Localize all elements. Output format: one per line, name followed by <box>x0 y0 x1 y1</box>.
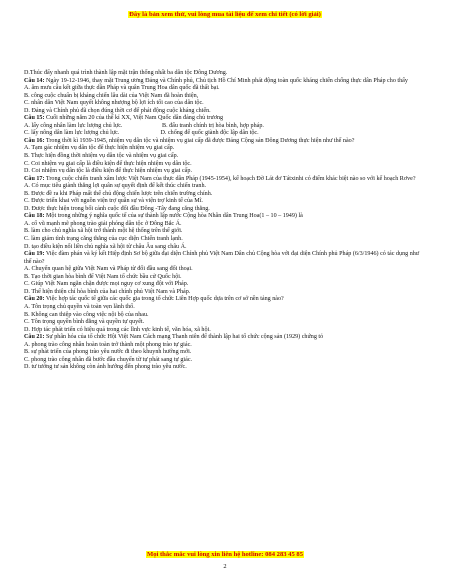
line-text: D. Thể hiện thiện chí hòa bình của hai chính phủ Việt Nam và Pháp. <box>24 288 191 295</box>
line-text: Một trong những ý nghĩa quốc tế của sự thành lập nước Cộng hòa Nhân dân Trung Hoa(1 – 10 – 1949) là <box>44 213 303 220</box>
answer-option <box>24 161 428 169</box>
question-number: Câu 17: <box>24 175 45 182</box>
line-text: C. Được triển khai với nguồn viện trợ quân sự và viện trợ kinh tế của Mĩ. <box>24 198 203 205</box>
answer-option <box>24 85 428 93</box>
line-text: A. Tôn trọng chủ quyền và toàn vẹn lãnh thổ. <box>24 303 135 310</box>
answer-option <box>24 168 428 176</box>
line-text: B. Không can thiệp vào công việc nội bộ của nhau. <box>24 311 149 318</box>
answer-option <box>24 153 428 161</box>
question-stem <box>24 115 428 123</box>
answer-option <box>24 70 428 78</box>
line-text: B. sự phát triển của phong trào yêu nước đi theo khuynh hướng mới. <box>24 349 192 356</box>
page-number: 2 <box>223 563 227 570</box>
question-stem <box>24 78 428 86</box>
question-number: Câu 14: <box>24 77 45 84</box>
answer-option <box>24 274 428 282</box>
line-text: C. lấy nông dân làm lực lượng chủ lực. D. chống đế quốc giành độc lập dân tộc. <box>24 130 259 137</box>
line-text: D. tạo điều kiện nối liền chủ nghĩa xã hội từ châu Âu sang châu Á. <box>24 243 187 250</box>
question-number: Câu 16: <box>24 137 45 144</box>
line-text: D. Đảng và Chính phủ đã chọn đúng thời cơ để phát động cuộc kháng chiến. <box>24 107 211 114</box>
question-number: Câu 15: <box>24 115 45 122</box>
answer-option <box>24 266 428 274</box>
preview-banner <box>0 11 450 18</box>
question-number: Câu 20: <box>24 296 45 303</box>
answer-option <box>24 319 428 327</box>
line-text: A. phong trào công nhân hoàn toàn trở thành một phong trào tự giác. <box>24 341 192 348</box>
line-text: C. Giúp Việt Nam ngăn chặn được mọi nguy cơ xung đột với Pháp. <box>24 281 189 288</box>
line-text: D. Được thực hiện trong bối cảnh cuộc đối đầu Đông -Tây đang căng thẳng. <box>24 205 210 212</box>
answer-option <box>24 100 428 108</box>
line-text: A. Có mục tiêu giành thắng lợi quân sự quyết định để kết thúc chiến tranh. <box>24 183 207 190</box>
line-text: D. Coi nhiệm vụ dân tộc là điều kiện để thực hiện nhiệm vụ giai cấp. <box>24 168 192 175</box>
line-text: B. công cuộc chuẩn bị kháng chiến lâu dài của Việt Nam đã hoàn thiện, <box>24 92 199 99</box>
answer-option <box>24 327 428 335</box>
answer-option <box>24 349 428 357</box>
preview-banner-text: Đây là bản xem thử, vui lòng mua tài liệu để xem chi tiết (có lời giải) <box>129 11 321 18</box>
answer-option <box>24 236 428 244</box>
line-text: B. Thực hiện đồng thời nhiệm vụ dân tộc và nhiệm vụ giai cấp. <box>24 153 179 160</box>
answer-option <box>24 183 428 191</box>
line-text: B. Tạo thời gian hòa bình để Việt Nam tổ chức bầu cử Quốc hội. <box>24 273 182 280</box>
line-text: A. Tạm gác nhiệm vụ dân tộc để thực hiện nhiệm vụ giai cấp. <box>24 145 175 152</box>
line-text: A. cổ vũ mạnh mẽ phong trào giải phóng dân tộc ở Đông Bắc Á. <box>24 220 182 227</box>
line-text: A. lấy công nhân làm lực lượng chủ lực. B. đấu tranh chính trị hòa bình, hợp pháp. <box>24 122 264 129</box>
question-number: Câu 19: <box>24 251 45 258</box>
answer-option <box>24 281 428 289</box>
line-text: Việc hợp tác quốc tế giữa các quốc gia trong tổ chức Liên Hợp quốc dựa trên cơ sở nền tảng nào? <box>44 296 284 303</box>
line-text: B. Được đề ra khi Pháp mất thế chủ động chiến lược trên chiến trường chính. <box>24 190 213 197</box>
answer-option <box>24 304 428 312</box>
line-text: Ngày 19-12-1946, thay mặt Trung ương Đảng và Chính phủ, Chủ tịch Hồ Chí Minh phát động toàn quốc kháng chiến chống thực dân Pháp cho thấy <box>44 77 408 84</box>
hotline-footer <box>0 551 450 558</box>
hotline-text: Mọi thắc mắc vui lòng xin liên hệ hotline: 084 283 45 85 <box>146 551 304 558</box>
answer-option <box>24 228 428 236</box>
line-text: C. nhân dân Việt Nam quyết không nhượng bộ lợi ích tối cao của dân tộc. <box>24 100 204 107</box>
line-text: C. Coi nhiệm vụ giai cấp là điều kiện để thực hiện nhiệm vụ dân tộc. <box>24 160 192 167</box>
question-stem <box>24 296 428 304</box>
line-text: Sự phân hóa của tổ chức Hội Việt Nam Cách mạng Thanh niên để thành lập hai tổ chức cộng sản (1929) chứng tỏ <box>44 334 324 341</box>
answer-option <box>24 130 428 138</box>
line-text: B. làm cho chủ nghĩa xã hội trở thành một hệ thống trên thế giới. <box>24 228 183 235</box>
answer-option <box>24 312 428 320</box>
question-number: Câu 18: <box>24 213 45 220</box>
line-text: Trong thời kì 1939-1945, nhiệm vụ dân tộc và nhiệm vụ giai cấp đã được Đảng Cộng sản Đông Dương thực hiện như thế nào? <box>44 137 355 144</box>
line-text: C. làm giảm tình trạng căng thẳng của cục diện Chiến tranh lạnh. <box>24 236 183 243</box>
line-text: A. Chuyển quan hệ giữa Việt Nam và Pháp từ đối đầu sang đối thoại. <box>24 266 193 273</box>
line-text: Cuối những năm 20 của thế kỉ XX, Việt Nam Quốc dân đảng chủ trương <box>44 115 224 122</box>
line-text: D.Thúc đẩy nhanh quá trình thành lập mặt trận thống nhất ba dân tộc Đông Dương. <box>24 70 228 76</box>
question-stem <box>24 213 428 221</box>
line-text: Trong cuộc chiến tranh xâm lược Việt Nam của thực dân Pháp (1945-1954), kế hoạch Đờ Lát đơ Tátxinhi có điểm khác biệt nào so với kế hoạch Rơve? <box>44 175 416 182</box>
answer-option <box>24 244 428 252</box>
question-content <box>24 70 428 372</box>
answer-option <box>24 364 428 372</box>
line-text: A. âm mưu câu kết giữa thực dân Pháp và quân Trung Hoa dân quốc đã thất bại. <box>24 85 220 92</box>
question-stem <box>24 251 428 266</box>
line-text: Việc đàm phán và ký kết Hiệp định Sơ bộ giữa đại diện Chính phủ Việt Nam Dân chủ Cộng hòa với đại diện Chính phủ Pháp (6/3/1946) có tác dụng như thế nào? <box>24 251 421 265</box>
answer-option <box>24 145 428 153</box>
line-text: C. phong trào công nhân đã bước đầu chuyển từ tự phát sang tự giác. <box>24 356 193 363</box>
question-stem <box>24 334 428 342</box>
answer-option <box>24 198 428 206</box>
question-number: Câu 21: <box>24 334 45 341</box>
line-text: C. Tôn trọng quyền bình đẳng và quyền tự quyết. <box>24 319 145 326</box>
line-text: D. tư tưởng tư sản không còn ảnh hưởng đến phong trào yêu nước. <box>24 364 187 371</box>
line-text: D. Hợp tác phát triển có hiệu quả trong các lĩnh vực kinh tế, văn hóa, xã hội. <box>24 326 211 333</box>
